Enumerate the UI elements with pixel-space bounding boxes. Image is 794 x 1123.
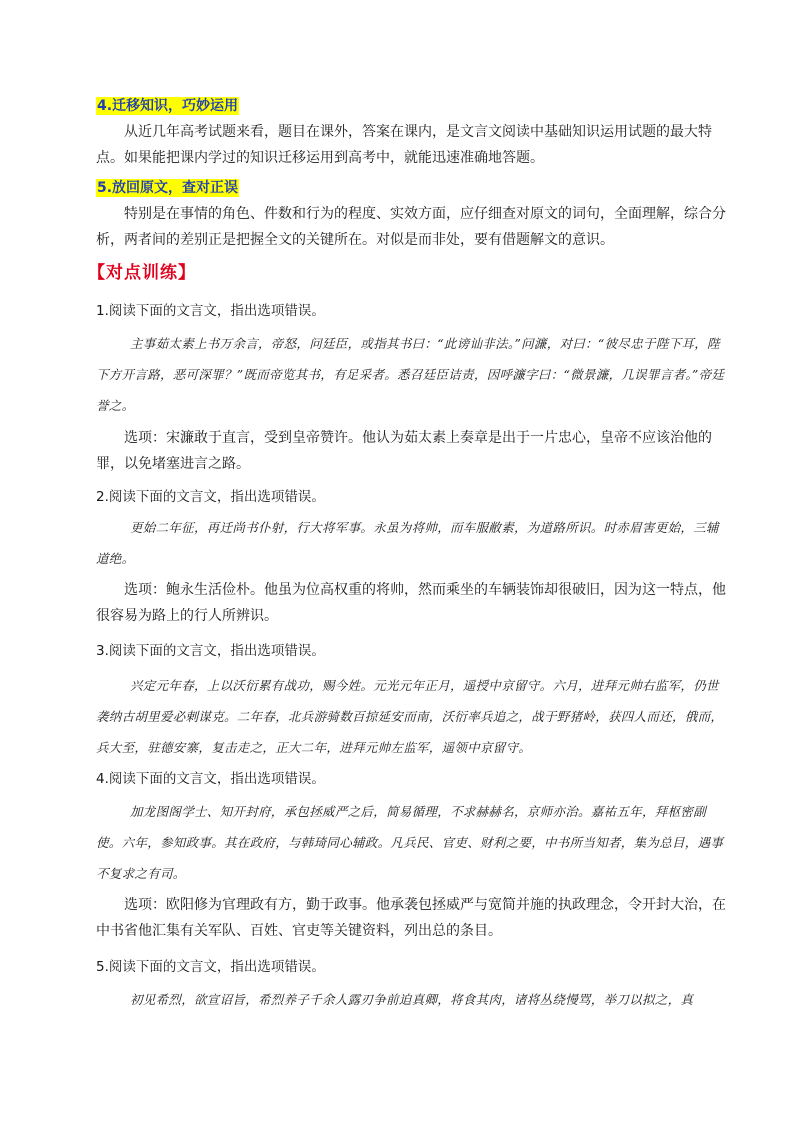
tip-heading: 5.放回原文，查对正误 [97, 180, 239, 196]
question-prompt: 5.阅读下面的文言文，指出选项错误。 [96, 959, 325, 975]
question-prompt: 4.阅读下面的文言文，指出选项错误。 [96, 771, 325, 787]
question-prompt: 1.阅读下面的文言文，指出选项错误。 [96, 303, 325, 319]
classical-passage: 加龙图阁学士、知开封府，承包拯威严之后，简易循理，不求赫赫名，京师亦治。嘉祐五年，拜枢密副使。六年，参知政事。其在政府，与韩琦同心辅政。凡兵民、官吏、财利之要，中书所当知者，集为总目，遇事不复求之有司。 [96, 804, 724, 881]
tip-text: 特别是在事情的角色、件数和行为的程度、实效方面，应仔细查对原文的词句，全面理解，综合分析，两者间的差别正是把握全文的关键所在。对似是而非处，要有借题解文的意识。 [96, 206, 726, 248]
answer-option: 选项：宋濂敢于直言，受到皇帝赞许。他认为茹太素上奏章是出于一片忠心，皇帝不应该治他的罪，以免堵塞进言之路。 [96, 430, 712, 472]
section-title: 【对点训练】 [88, 263, 196, 283]
classical-passage: 初见希烈，欲宣诏旨，希烈养子千余人露刃争前迫真卿，将食其肉，诸将丛绕慢骂，举刀以拟之，真 [130, 992, 694, 1007]
answer-option: 选项：欧阳修为官理政有方，勤于政事。他承袭包拯威严与宽简并施的执政理念，令开封大治，在中书省他汇集有关军队、百姓、官吏等关键资料，列出总的条目。 [96, 897, 726, 939]
classical-passage: 兴定元年春，上以沃衍累有战功，赐今姓。元光元年正月，遥授中京留守。六月，进拜元帅右监军，仍世袭纳古胡里爱必剌谋克。二年春，北兵游骑数百掠延安而南，沃衍率兵追之，战于野猪岭，获四人而还，俄而，兵大至，驻德安寨，复击走之，正大二年，进拜元帅左监军，遥领中京留守。 [96, 678, 724, 755]
tip-4 [96, 95, 726, 115]
classical-passage: 主事茹太素上书万余言，帝怒，问廷臣，或指其书曰：“此谤讪非法。”问濂，对曰：“彼尽忠于陛下耳，陛下方开言路，恶可深罪？”既而帝览其书，有足采者。悉召廷臣诘责，因呼濂字曰：“微景濂，几误罪言者。”帝廷誉之。 [96, 336, 725, 413]
tip-5 [96, 177, 726, 197]
tip-heading: 4.迁移知识，巧妙运用 [97, 98, 239, 114]
question-prompt: 2.阅读下面的文言文，指出选项错误。 [96, 489, 325, 505]
tip-text: 从近几年高考试题来看，题目在课外，答案在课内，是文言文阅读中基础知识运用试题的最大特点。如果能把课内学过的知识迁移运用到高考中，就能迅速准确地答题。 [96, 124, 712, 166]
answer-option: 选项：鲍永生活俭朴。他虽为位高权重的将帅，然而乘坐的车辆装饰却很破旧，因为这一特点，他很容易为路上的行人所辨识。 [96, 582, 726, 624]
question-prompt: 3.阅读下面的文言文，指出选项错误。 [96, 643, 325, 659]
classical-passage: 更始二年征，再迁尚书仆射，行大将军事。永虽为将帅，而车服敝素，为道路所识。时赤眉害更始，三辅道绝。 [96, 520, 719, 566]
